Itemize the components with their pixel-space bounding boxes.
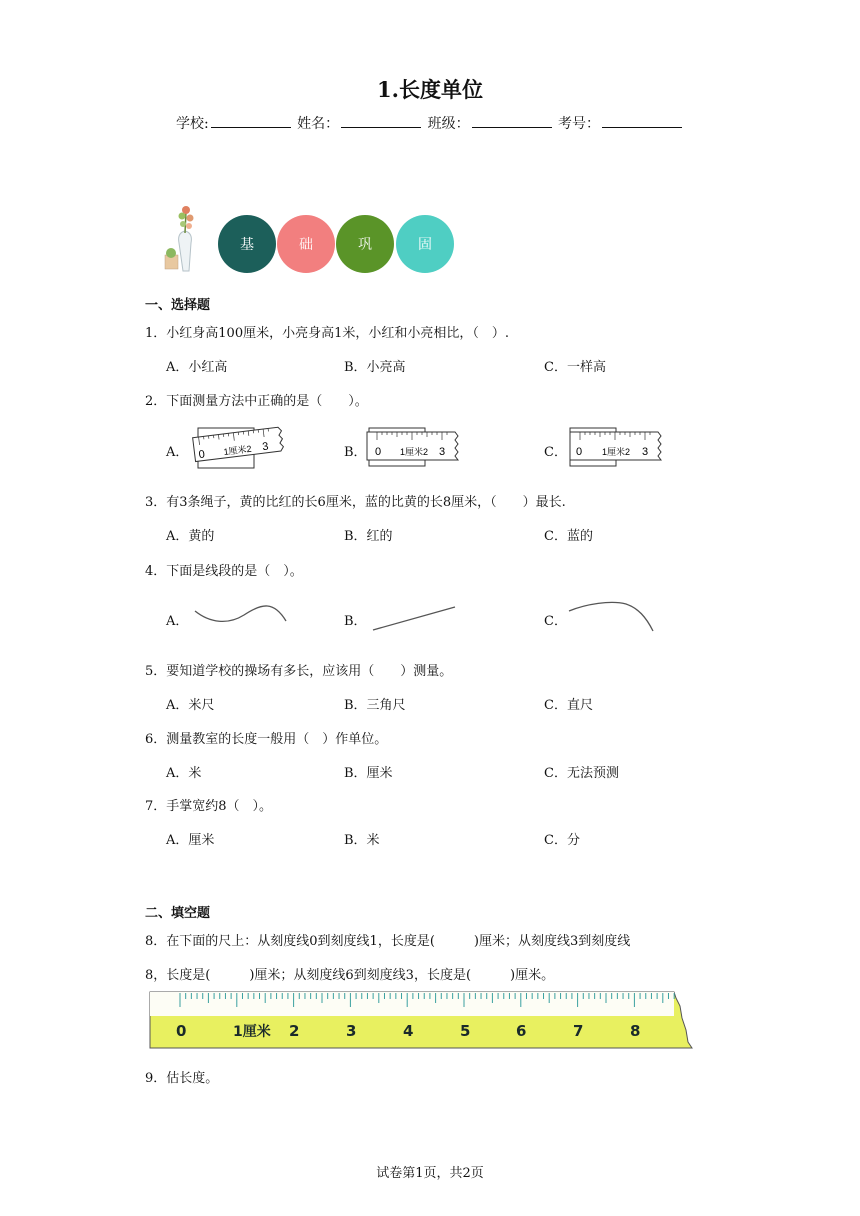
question-6: 6．测量教室的长度一般用（ ）作单位。 bbox=[145, 732, 388, 747]
q7-option-a[interactable]: A．厘米 bbox=[166, 833, 215, 848]
q4-option-c[interactable]: C． bbox=[544, 614, 567, 629]
ruler-mark-3: 3 bbox=[261, 440, 270, 454]
q2-ruler-image-b bbox=[365, 424, 465, 470]
ruler-number-5: 5 bbox=[460, 1022, 471, 1040]
q3-option-a[interactable]: A．黄的 bbox=[166, 529, 215, 544]
ruler-mark-0: 0 bbox=[375, 446, 382, 458]
school-blank[interactable] bbox=[211, 115, 291, 128]
question-7: 7．手掌宽约8（ ）。 bbox=[145, 799, 273, 814]
question-8-line-1: 8．在下面的尺上：从刻度线0到刻度线1，长度是( )厘米；从刻度线3到刻度线 bbox=[145, 934, 631, 949]
q6-option-c[interactable]: C．无法预测 bbox=[544, 766, 619, 781]
ruler-mark-3: 3 bbox=[439, 446, 446, 458]
badge-gu: 固 bbox=[396, 215, 454, 273]
q2-ruler-image-c bbox=[566, 424, 666, 470]
q5-option-a[interactable]: A．米尺 bbox=[166, 698, 215, 713]
ruler-mark-3: 3 bbox=[642, 446, 649, 458]
wavy-line-image bbox=[192, 595, 290, 631]
q1-option-a[interactable]: A．小红高 bbox=[166, 360, 228, 375]
ruler-mark-1-2: 1厘米2 bbox=[400, 447, 429, 457]
section-2-title: 二、填空题 bbox=[145, 906, 211, 921]
ruler-number-0: 0 bbox=[176, 1022, 187, 1040]
badge-chu: 础 bbox=[277, 215, 335, 273]
page-footer: 试卷第1页，共2页 bbox=[376, 1166, 484, 1181]
q2-option-a[interactable]: A． bbox=[166, 445, 189, 460]
curved-line-image bbox=[566, 597, 658, 635]
q7-option-c[interactable]: C．分 bbox=[544, 833, 580, 848]
q2-option-c[interactable]: C． bbox=[544, 445, 567, 460]
question-5: 5．要知道学校的操场有多长，应该用（ ）测量。 bbox=[145, 664, 453, 679]
q6-option-b[interactable]: B．厘米 bbox=[344, 766, 393, 781]
q2-option-b[interactable]: B． bbox=[344, 445, 367, 460]
school-label: 学校: bbox=[175, 116, 209, 132]
exam-number-blank[interactable] bbox=[602, 115, 682, 128]
page-title: 1.长度单位 bbox=[377, 77, 483, 102]
plant-vase-icon bbox=[163, 203, 207, 275]
ruler-mark-1-2: 1厘米2 bbox=[602, 447, 631, 457]
q7-option-b[interactable]: B．米 bbox=[344, 833, 380, 848]
ruler-number-6: 6 bbox=[516, 1022, 527, 1040]
ruler-number-3: 3 bbox=[346, 1022, 357, 1040]
question-3: 3．有3条绳子，黄的比红的长6厘米，蓝的比黄的长8厘米，（ ）最长. bbox=[145, 495, 566, 510]
ruler-mark-0: 0 bbox=[198, 448, 206, 462]
ruler-number-7: 7 bbox=[573, 1022, 584, 1040]
ruler-number-2: 2 bbox=[289, 1022, 300, 1040]
name-blank[interactable] bbox=[341, 115, 421, 128]
question-9: 9．估长度。 bbox=[145, 1071, 219, 1086]
ruler-mark-0: 0 bbox=[576, 446, 583, 458]
q3-option-b[interactable]: B．红的 bbox=[344, 529, 393, 544]
question-1: 1．小红身高100厘米，小亮身高1米，小红和小亮相比，（ ）. bbox=[145, 326, 509, 341]
ruler-number-8: 8 bbox=[630, 1022, 641, 1040]
student-info-line bbox=[0, 113, 860, 133]
section-1-title: 一、选择题 bbox=[145, 298, 211, 313]
badge-gong: 巩 bbox=[336, 215, 394, 273]
question-8-line-2: 8，长度是( )厘米；从刻度线6到刻度线3，长度是( )厘米。 bbox=[145, 968, 555, 983]
q1-option-b[interactable]: B．小亮高 bbox=[344, 360, 406, 375]
badge-ji: 基 bbox=[218, 215, 276, 273]
class-label: 班级： bbox=[427, 116, 470, 132]
question-2: 2．下面测量方法中正确的是（ ）。 bbox=[145, 394, 368, 409]
q2-ruler-image-a bbox=[190, 420, 290, 474]
class-blank[interactable] bbox=[472, 115, 552, 128]
name-label: 姓名： bbox=[297, 116, 340, 132]
q4-option-b[interactable]: B． bbox=[344, 614, 367, 629]
question-4: 4．下面是线段的是（ ）。 bbox=[145, 564, 303, 579]
centimeter-ruler-image bbox=[148, 988, 696, 1052]
q1-option-c[interactable]: C．一样高 bbox=[544, 360, 606, 375]
exam-number-label: 考号： bbox=[558, 116, 601, 132]
q5-option-b[interactable]: B．三角尺 bbox=[344, 698, 406, 713]
ruler-mark-1-2: 1厘米2 bbox=[223, 443, 253, 458]
q5-option-c[interactable]: C．直尺 bbox=[544, 698, 593, 713]
q3-option-c[interactable]: C．蓝的 bbox=[544, 529, 593, 544]
ruler-number-1: 1厘米 bbox=[233, 1024, 271, 1040]
q6-option-a[interactable]: A．米 bbox=[166, 766, 202, 781]
line-segment-image bbox=[370, 602, 460, 634]
q4-option-a[interactable]: A． bbox=[166, 614, 189, 629]
ruler-number-4: 4 bbox=[403, 1022, 414, 1040]
